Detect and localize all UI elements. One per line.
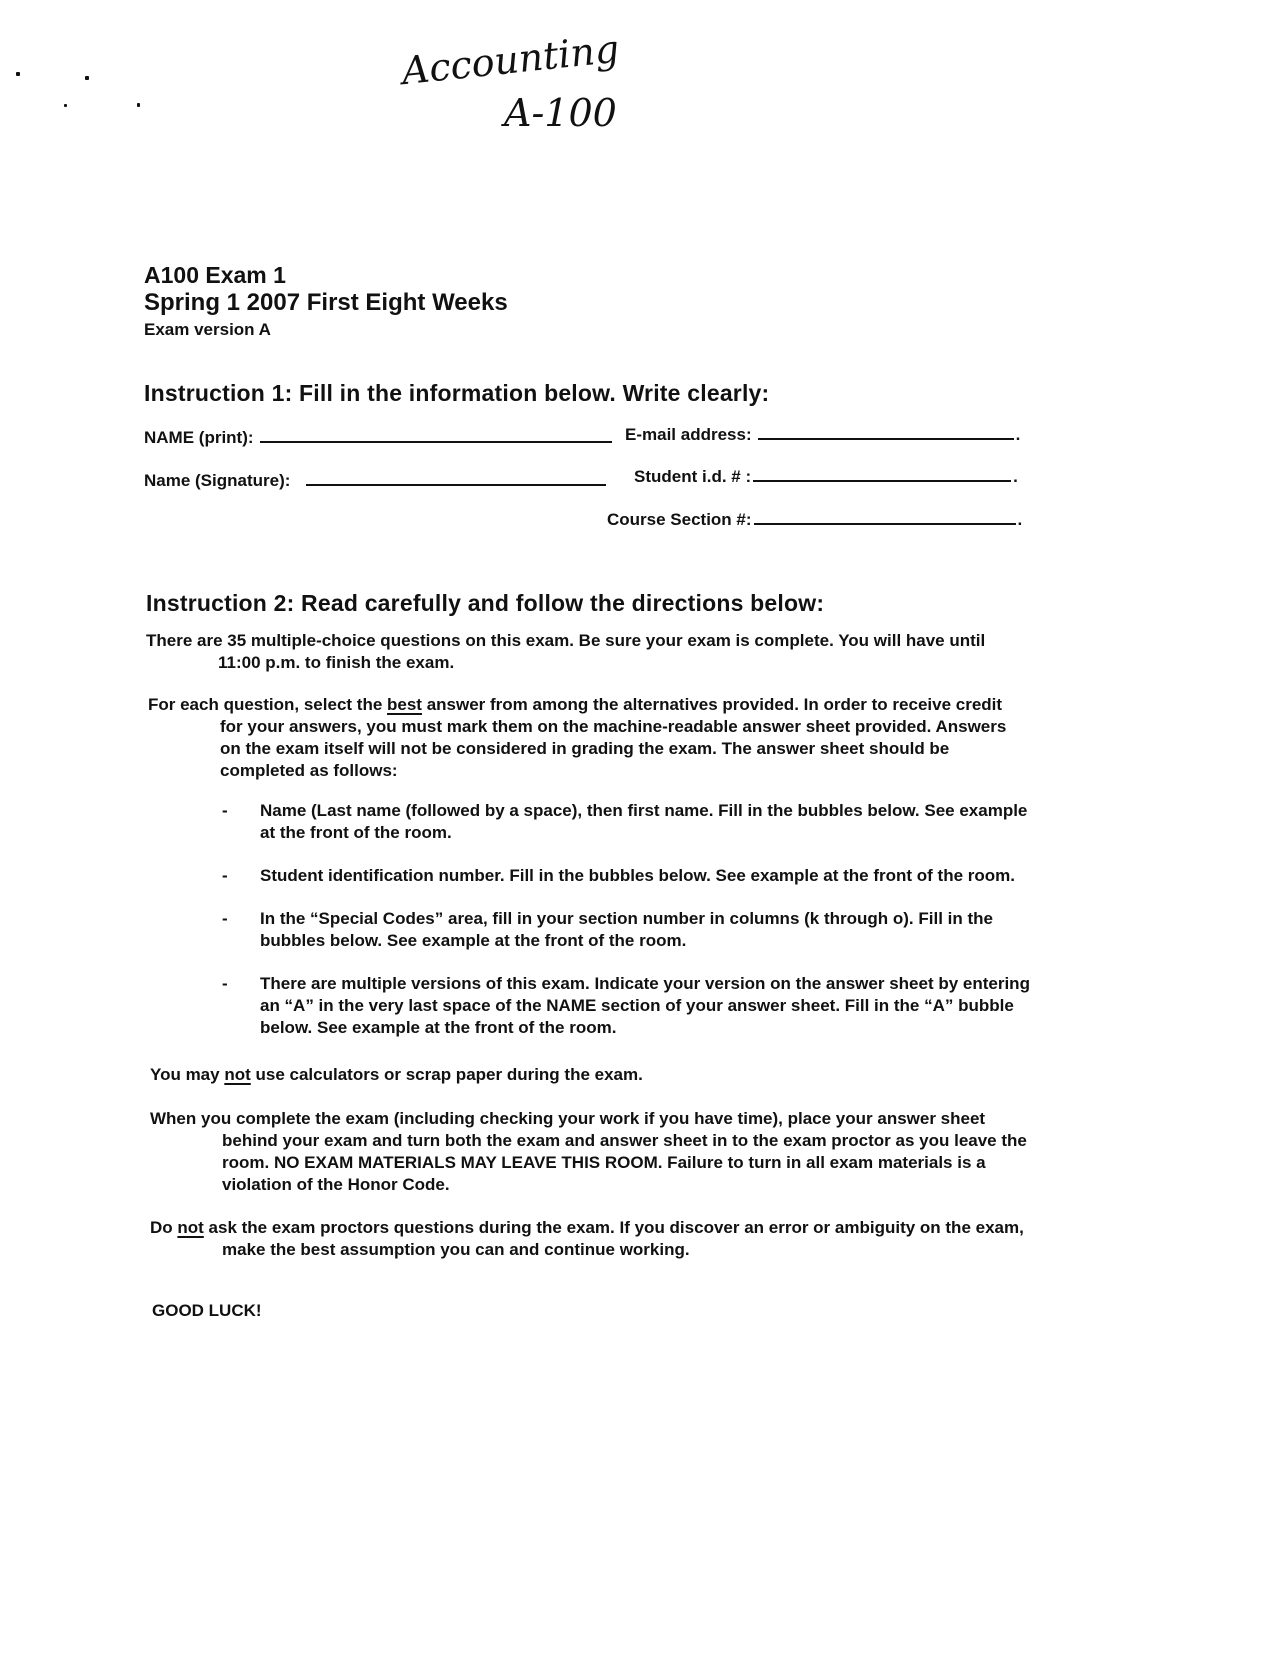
name-print-label: NAME (print): (144, 428, 254, 447)
calculator-rule-paragraph: You may not use calculators or scrap paper during the exam. (150, 1065, 643, 1084)
list-item: - In the “Special Codes” area, fill in your section number in columns (k through o). Fill in the bubbles below. See example at the front of the room. (222, 909, 993, 950)
list-item: - Student identification number. Fill in the bubbles below. See example at the front of the room. (222, 866, 1015, 885)
list-item: - There are multiple versions of this exam. Indicate your version on the answer sheet by entering an “A” in the very last space of the NAME section of your answer sheet. Fill in the “A” bubble below. See example at the front of the room. (222, 974, 1030, 1037)
student-id-label: Student i.d. # : (634, 467, 752, 486)
name-signature-field (144, 471, 606, 491)
closing-text: GOOD LUCK! (152, 1301, 262, 1320)
course-section-label: Course Section #: (607, 510, 752, 529)
name-print-field (144, 428, 612, 448)
answer-sheet-paragraph: For each question, select the best answer from among the alternatives provided. In order to receive credit for your answers, you must mark them on the machine-readable answer sheet provided. Answers on the exam itself will not be considered in grading the exam. The answer sheet should be completed as follows: (148, 695, 1007, 780)
exam-title: A100 Exam 1 (144, 262, 286, 288)
email-field: E-mail address: . (625, 425, 1021, 444)
handwritten-line-2: A-100 (504, 91, 617, 135)
course-section-line[interactable] (754, 522, 1016, 525)
name-signature-line[interactable] (306, 483, 606, 486)
scan-speck (137, 103, 140, 107)
exam-version: Exam version A (144, 320, 271, 339)
submission-paragraph: When you complete the exam (including checking your work if you have time), place your answer sheet behind your exam and turn both the exam and answer sheet in to the exam proctor as you leave the room. NO EXAM MATERIALS MAY LEAVE THIS ROOM. Failure to turn in all exam materials is a violation of the Honor Code. (150, 1109, 1027, 1194)
list-item: - Name (Last name (followed by a space), then first name. Fill in the bubbles below. See example at the front of the room. (222, 801, 1028, 842)
student-id-field: Student i.d. # : . (634, 467, 1018, 486)
course-section-field: Course Section #: . (607, 510, 1023, 529)
email-label: E-mail address: (625, 425, 752, 444)
exam-term: Spring 1 2007 First Eight Weeks (144, 289, 508, 316)
handwritten-line-1: Accounting (400, 26, 622, 94)
email-line[interactable] (758, 437, 1014, 440)
exam-length-paragraph: There are 35 multiple-choice questions on this exam. Be sure your exam is complete. You will have until 11:00 p.m. to finish the exam. (146, 631, 986, 672)
handwritten-course-note (400, 26, 660, 136)
instruction-1-heading: Instruction 1: Fill in the information below. Write clearly: (144, 380, 770, 406)
proctor-questions-paragraph: Do not ask the exam proctors questions during the exam. If you discover an error or ambiguity on the exam, make the best assumption you can and continue working. (150, 1218, 1024, 1259)
name-signature-label: Name (Signature): (144, 471, 291, 490)
student-id-line[interactable] (753, 479, 1011, 482)
scan-speck (64, 104, 67, 107)
scan-speck (85, 76, 89, 80)
scan-speck (16, 72, 20, 76)
instruction-2-heading: Instruction 2: Read carefully and follow the directions below: (146, 590, 825, 616)
name-print-line[interactable] (260, 440, 612, 443)
